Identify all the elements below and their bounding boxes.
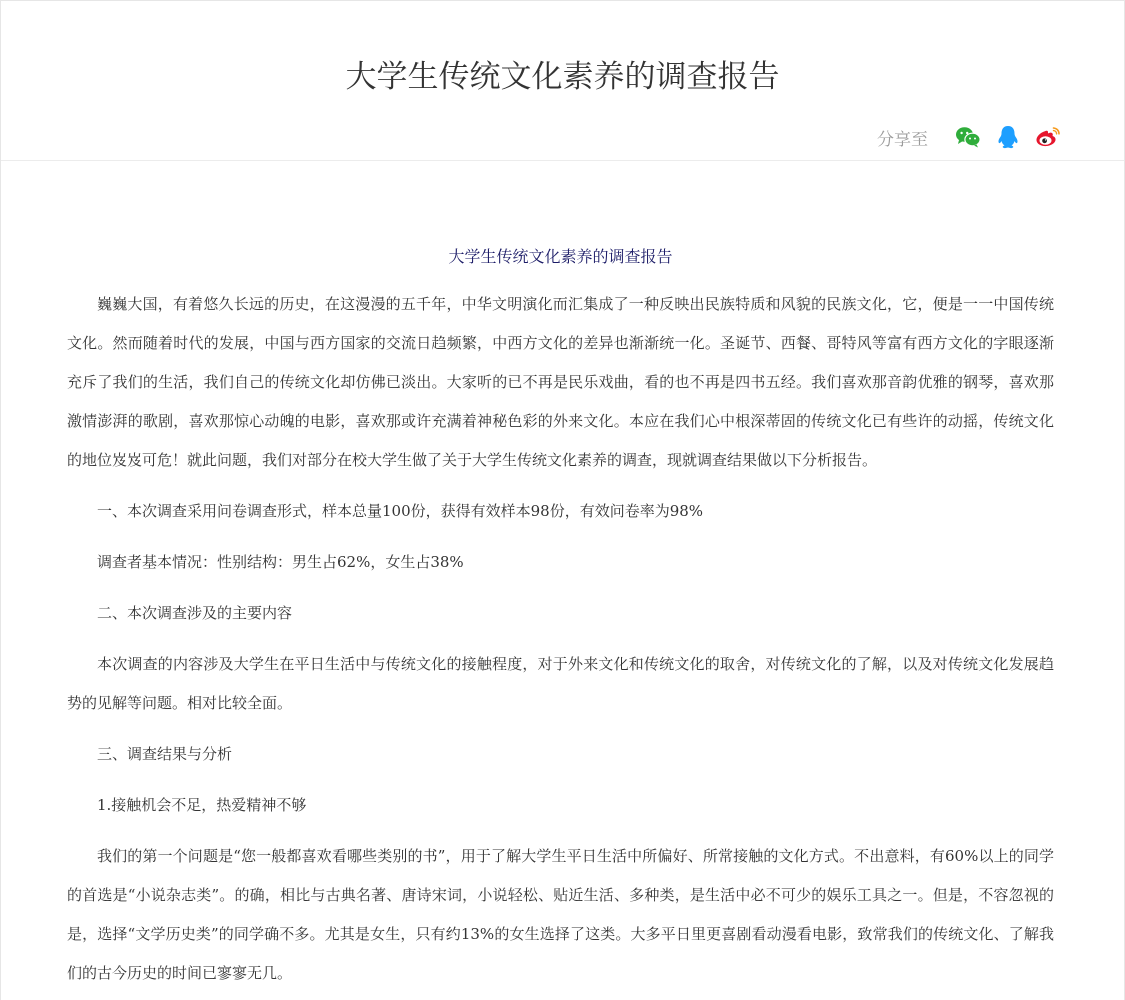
section-heading-main-content: 二、本次调查涉及的主要内容: [97, 604, 293, 622]
paragraph-respondent-info: 调查者基本情况：性别结构：男生占62%，女生占38%: [97, 553, 464, 571]
subsection-heading-contact: 1.接触机会不足，热爱精神不够: [97, 796, 307, 814]
paragraph-survey-method: 一、本次调查采用问卷调查形式，样本总量100份，获得有效样本98份，有效问卷率为98%: [97, 502, 704, 520]
share-label: 分享至: [877, 129, 928, 150]
weibo-icon[interactable]: [1034, 123, 1062, 151]
paragraph-reading-habits: 我们的第一个问题是“您一般都喜欢看哪些类别的书”，用于了解大学生平日生活中所偏好、所常接触的文化方式。不出意料，有60%以上的同学的首选是“小说杂志类”。的确，相比与古典名著、唐诗宋词，小说轻松、贴近生活、多种类，是生活中必不可少的娱乐工具之一。但是，不容忽视的是，选择“文学历史类”的同学确不多。尤其是女生，只有约13%的女生选择了这类。大多平日里更喜剧看动漫看电影，致常我们的传统文化、了解我们的古今历史的时间已寥寥无几。: [67, 847, 1054, 982]
article-content: [1, 245, 1124, 993]
paragraph-content-scope: 本次调查的内容涉及大学生在平日生活中与传统文化的接触程度，对于外来文化和传统文化的取舍，对传统文化的了解，以及对传统文化发展趋势的见解等问题。相对比较全面。: [67, 655, 1054, 712]
section-heading-results: 三、调查结果与分析: [97, 745, 233, 763]
page-title: 大学生传统文化素养的调查报告: [345, 59, 780, 95]
share-bar: [877, 123, 1062, 151]
wechat-icon[interactable]: [954, 123, 982, 151]
article-title: 大学生传统文化素养的调查报告: [448, 247, 673, 266]
paragraph-intro: 巍巍大国，有着悠久长远的历史，在这漫漫的五千年，中华文明演化而汇集成了一种反映出民族特质和风貌的民族文化，它，便是一一中国传统文化。然而随着时代的发展，中国与西方国家的交流日趋频繁，中西方文化的差异也渐渐统一化。圣诞节、西餐、哥特风等富有西方文化的字眼逐渐充斥了我们的生活，我们自己的传统文化却仿佛已淡出。大家听的已不再是民乐戏曲，看的也不再是四书五经。我们喜欢那音韵优雅的钢琴，喜欢那激情澎湃的歌剧，喜欢那惊心动魄的电影，喜欢那或许充满着神秘色彩的外来文化。本应在我们心中根深蒂固的传统文化已有些许的动摇，传统文化的地位岌岌可危！就此问题，我们对部分在校大学生做了关于大学生传统文化素养的调查，现就调查结果做以下分析报告。: [67, 295, 1054, 469]
page-header: [1, 1, 1124, 161]
qq-icon[interactable]: [994, 123, 1022, 151]
